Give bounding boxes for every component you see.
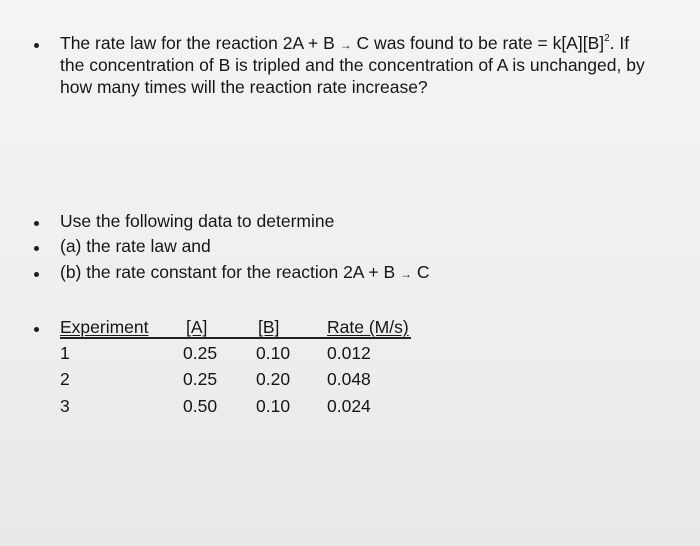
header-b: [B] <box>258 317 280 337</box>
question-1-line-3: how many times will the reaction rate increase? <box>60 77 428 97</box>
table-cell-a-1: 0.25 <box>183 343 218 363</box>
exponent: 2 <box>604 33 610 45</box>
bullet-table <box>34 327 39 332</box>
table-cell-b-1: 0.10 <box>256 343 291 363</box>
question-2-item-3 <box>60 262 430 285</box>
question-1-line-1 <box>60 33 629 56</box>
question-2-item-2: (a) the rate law and <box>60 236 211 256</box>
table-cell-rate-1: 0.012 <box>327 343 371 363</box>
bullet-question-2-item-1 <box>34 221 39 226</box>
table-cell-exp-2: 2 <box>60 369 70 389</box>
header-a: [A] <box>186 317 208 337</box>
table-cell-a-3: 0.50 <box>183 396 218 416</box>
question-1-text-mid: C was found to be rate = k[A][B] <box>351 33 605 53</box>
header-experiment: Experiment <box>60 317 149 337</box>
question-2-item-3-end: C <box>412 262 430 282</box>
question-2-item-1: Use the following data to determine <box>60 211 335 231</box>
table-cell-exp-1: 1 <box>60 343 70 363</box>
reaction-arrow: → <box>339 38 352 52</box>
header-rule <box>60 337 411 339</box>
bullet-question-1 <box>34 43 39 48</box>
question-1-text-start: The rate law for the reaction 2A + B <box>60 33 335 53</box>
table-cell-a-2: 0.25 <box>183 369 218 389</box>
table-cell-exp-3: 3 <box>60 396 70 416</box>
bullet-question-2-item-3 <box>34 272 39 277</box>
bullet-question-2-item-2 <box>34 246 39 251</box>
question-1-line-2: the concentration of B is tripled and the concentration of A is unchanged, by <box>60 55 645 75</box>
table-cell-b-2: 0.20 <box>256 369 291 389</box>
question-2-item-3-text: (b) the rate constant for the reaction 2A + B <box>60 262 396 282</box>
table-cell-rate-3: 0.024 <box>327 396 371 416</box>
table-cell-rate-2: 0.048 <box>327 369 371 389</box>
table-cell-b-3: 0.10 <box>256 396 291 416</box>
question-1-text-end: . If <box>609 33 630 53</box>
reaction-arrow-2: → <box>400 267 412 281</box>
header-rate: Rate (M/s) <box>327 317 409 337</box>
